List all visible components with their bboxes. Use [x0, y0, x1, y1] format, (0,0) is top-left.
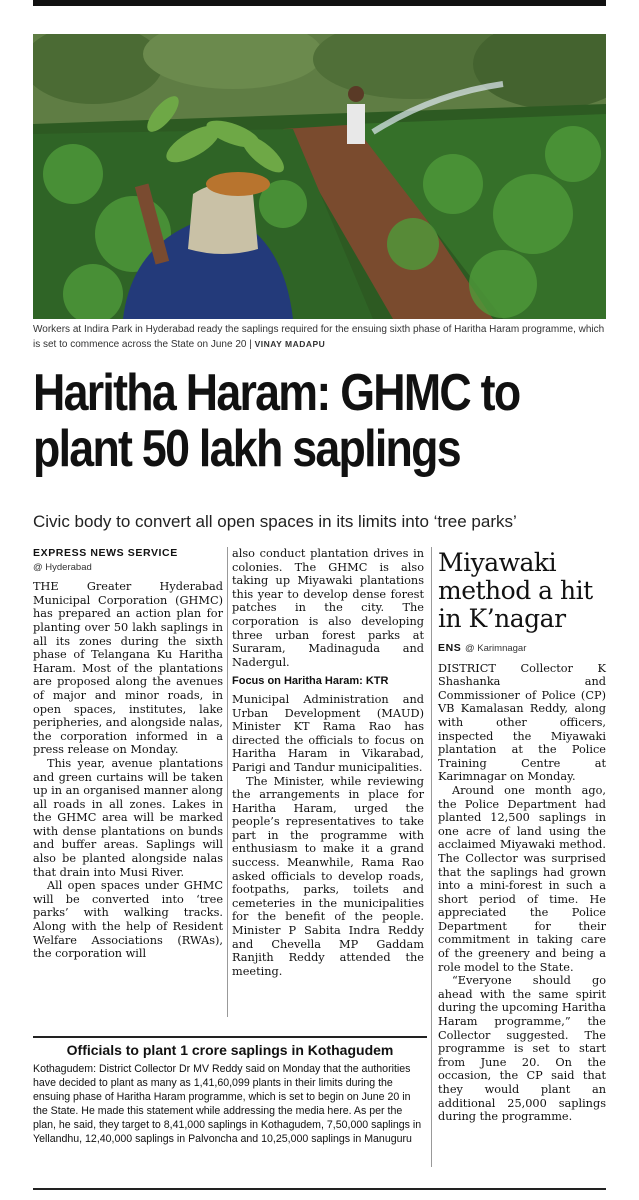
photo-caption	[33, 323, 606, 352]
headline-line-2: plant 50 lakh saplings	[33, 420, 460, 478]
kothagudem-box	[33, 1036, 427, 1168]
byline: EXPRESS NEWS SERVICE	[33, 547, 178, 559]
dateline: @ Hyderabad	[33, 561, 92, 573]
paragraph: All open spaces under GHMC will be converted into ‘tree parks’ with walking tracks. Along with the help of Resident Welfare Associations (RWAs), the corporation will	[33, 879, 223, 961]
side-title-line-2: method a hit	[438, 576, 593, 605]
paragraph: “Everyone should go ahead with the same spirit during the upcoming Haritha Haram programme,” the Collector suggested. The programme is set to start from June 20. On the occasion, the CP said that they would plant an additional 25,000 saplings during the programme.	[438, 974, 606, 1124]
column-divider	[431, 547, 432, 1167]
paragraph: DISTRICT Collector K Shashanka and Commissioner of Police (CP) VB Kamalasan Reddy, along with other officers, inspected the Miyawaki plantation at the Police Training Centre at Karimnagar on Monday.	[438, 661, 606, 784]
paragraph: Municipal Administration and Urban Development (MAUD) Minister KT Rama Rao has directed the officials to focus on Haritha Haram in Vikarabad, Parigi and Tandur municipalities.	[232, 692, 424, 774]
box-body: Kothagudem: District Collector Dr MV Reddy said on Monday that the authorities have decided to plant as many as 1,41,60,099 plants in their limits during the ensuing phase of Haritha Haram programme, which is set to begin on June 20 in the State. He made this statement while addressing the media here. As per the plan, he said, they target to 8,41,000 saplings in Kothagudem, 7,50,000 saplings in Yellandhu, 12,40,000 saplings in Palvoncha and 10,25,000 saplings in Manuguru	[33, 1063, 422, 1145]
photo-credit: VINAY MADAPU	[254, 339, 326, 349]
paragraph: Around one month ago, the Police Department had planted 12,500 saplings in one acre of land using the acclaimed Miyawaki method. The Collector was surprised that the saplings had grown into a mini-forest in such a short period of time. He appreciated the Police Department for their commitment in taking care of the greenery and being a role model to the State.	[438, 783, 606, 974]
main-story-column-2	[232, 547, 424, 978]
news-photo	[33, 34, 606, 319]
paragraph: The Minister, while reviewing the arrangements in place for Haritha Haram, urged the people’s representatives to take part in the programme with enthusiasm to make it a grand success. Meanwhile, Rama Rao asked officials to develop roads, footpaths, parks, toilets and cemeteries in the municipalities for the benefit of the people. Minister P Sabita Indra Reddy and Chevella MP Gaddam Ranjith Reddy attended the meeting.	[232, 774, 424, 978]
nursery-illustration	[33, 34, 606, 319]
caption-text: Workers at Indira Park in Hyderabad ready the saplings required for the ensuing sixth phase of Haritha Haram programme, which is set to commence across the State on June 20 |	[33, 324, 605, 350]
side-story-title	[438, 549, 606, 633]
side-title-line-3: in K’nagar	[438, 604, 566, 633]
top-rule	[33, 0, 606, 6]
side-byline	[438, 641, 606, 656]
side-title-line-1: Miyawaki	[438, 548, 557, 577]
side-dateline: @ Karimnagar	[464, 643, 527, 654]
paragraph: also conduct plantation drives in colonies. The GHMC is also taking up Miyawaki plantations this year to develop dense forest patches in the city. The corporation is also developing three urban forest parks at Suraram, Madinaguda and Nadergul.	[232, 547, 424, 669]
bottom-rule	[33, 1188, 606, 1190]
main-story-column-1	[33, 547, 223, 961]
box-title: Officials to plant 1 crore saplings in Kothagudem	[66, 1042, 394, 1058]
side-byline-name: ENS	[438, 642, 462, 654]
subheadline: Civic body to convert all open spaces in its limits into ‘tree parks’	[33, 512, 517, 531]
paragraph: THE Greater Hyderabad Municipal Corporation (GHMC) has prepared an action plan for planting over 50 lakh saplings in all its zones during the sixth phase of Telangana Ku Haritha Haram. Most of the plantations are proposed along the avenues of major and minor roads, in open spaces, institutes, lake peripheries, and alongside nalas, the corporation informed in a press release on Monday.	[33, 580, 223, 757]
headline	[33, 365, 532, 477]
headline-line-1: Haritha Haram: GHMC to	[33, 364, 520, 422]
crosshead: Focus on Haritha Haram: KTR	[232, 675, 389, 688]
side-story	[438, 547, 606, 1124]
column-divider	[227, 547, 228, 1017]
paragraph: This year, avenue plantations and green curtains will be taken up in an organised manner along all roads in all zones. Lakes in the GHMC area will be marked with dense plantations on bunds and buffer areas. Saplings will also be planted alongside nalas that drain into Musi River.	[33, 756, 223, 879]
